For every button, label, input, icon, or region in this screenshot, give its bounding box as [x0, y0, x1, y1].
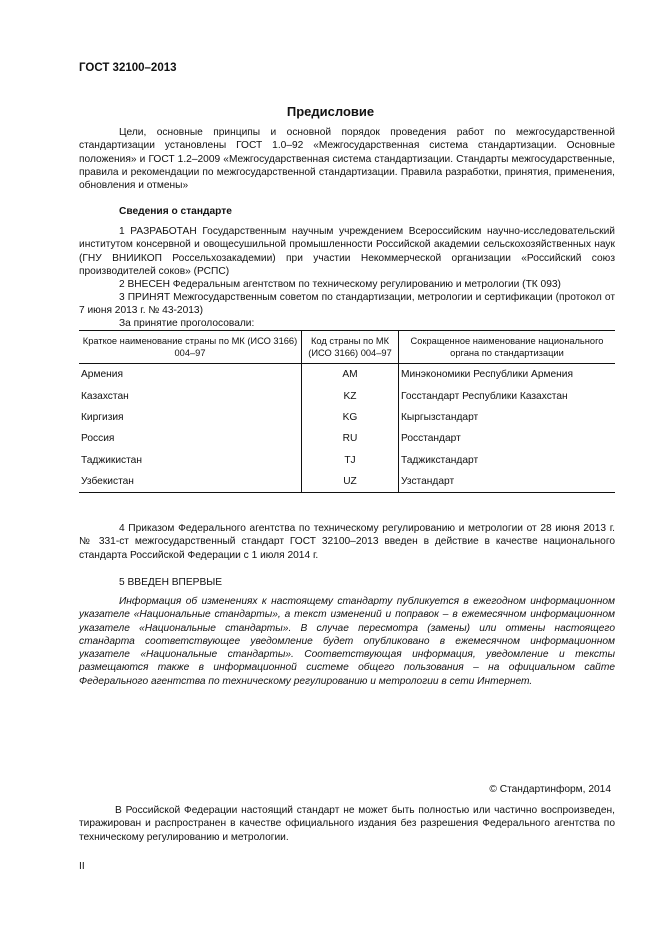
table-row — [79, 385, 615, 406]
voting-table — [79, 330, 615, 493]
cell-country: Киргизия — [79, 407, 302, 428]
cell-country: Узбекистан — [79, 471, 302, 493]
table-header-row — [79, 331, 615, 364]
cell-body: Росстандарт — [401, 433, 461, 445]
item-3-adopted: 3 ПРИНЯТ Межгосударственным советом по стандартизации, метрологии и сертификации (протокол от 7 июня 2013 г. № 43-2013) — [79, 292, 615, 317]
cell-body: Кыргызстандарт — [401, 411, 479, 423]
page-number: II — [79, 861, 85, 872]
cell-country: Таджикистан — [79, 450, 302, 471]
cell-body: Госстандарт Республики Казахстан — [401, 390, 568, 402]
header-body: Сокращенное наименование национального органа по стандартизации — [399, 331, 616, 364]
cell-code: AM — [302, 364, 399, 386]
copyright: © Стандартинформ, 2014 — [489, 784, 611, 795]
cell-code: UZ — [302, 471, 399, 493]
table-row — [79, 471, 615, 493]
header-code: Код страны по МК (ИСО 3166) 004–97 — [302, 331, 399, 364]
cell-code: KG — [302, 407, 399, 428]
notice-paragraph: Информация об изменениях к настоящему стандарту публикуется в ежегодном информационном указателе «Национальные стандарты», а текст изменений и поправок – в ежемесячном информационном указателе «Национальные стандарты». В случае пересмотра (замены) или отмены настоящего стандарта соответствующее уведомление будет опубликовано в ежемесячном информационном указателе «Национальные стандарты». Соответствующая информация, уведомление и тексты размещаются также в информационной системе общего пользования – на официальном сайте Федерального агентства по техническому регулированию и метрологии в сети Интернет. — [79, 596, 615, 687]
table-row — [79, 364, 615, 386]
vote-label: За принятие проголосовали: — [119, 318, 255, 329]
cell-body: Таджикстандарт — [401, 454, 479, 466]
table-row — [79, 450, 615, 471]
header-country: Краткое наименование страны по МК (ИСО 3166) 004–97 — [79, 331, 302, 364]
cell-body: Узстандарт — [399, 471, 616, 493]
page-title: Предисловие — [286, 104, 375, 119]
document-header: ГОСТ 32100–2013 — [79, 62, 177, 74]
cell-country: Казахстан — [79, 385, 302, 406]
cell-code: RU — [302, 428, 399, 449]
table-row — [79, 428, 615, 449]
info-heading: Сведения о стандарте — [119, 206, 232, 217]
item-2-submitted: 2 ВНЕСЕН Федеральным агентством по техническому регулированию и метрологии (ТК 093) — [119, 279, 561, 290]
item-5-introduced: 5 ВВЕДЕН ВПЕРВЫЕ — [119, 577, 223, 588]
item-1-developed: 1 РАЗРАБОТАН Государственным научным учреждением Всероссийским научно-исследовательский институтом консервной и овощесушильной промышленности Российской академии сельскохозяйственных наук (ГНУ ВНИИКОП Россельхозакадемии) при участии Некоммерческой организации «Российский союз производителей соков» (РСПС) — [79, 226, 615, 277]
cell-country: Армения — [79, 364, 302, 386]
intro-paragraph: Цели, основные принципы и основной порядок проведения работ по межгосударственной стандартизации установлены ГОСТ 1.0–92 «Межгосударственная система стандартизации. Основные положения» и ГОСТ 1.2–2009 «Межгосударственная система стандартизации. Стандарты межгосударственные, правила и рекомендации по межгосударственной стандартизации. Правила разработки, принятия, применения, обновления и отмены» — [79, 127, 615, 192]
cell-code: KZ — [302, 385, 399, 406]
cell-code: TJ — [302, 450, 399, 471]
table-row — [79, 407, 615, 428]
item-4-order: 4 Приказом Федерального агентства по техническому регулированию и метрологии от 28 июня 2013 г. № 331-ст межгосударственный стандарт ГОСТ 32100–2013 введен в действие в качестве национального стандарта Российской Федерации с 1 июля 2014 г. — [79, 523, 615, 561]
cell-body: Минэкономики Республики Армения — [401, 369, 573, 381]
footer-note: В Российской Федерации настоящий стандарт не может быть полностью или частично воспроизведен, тиражирован и распространен в качестве официального издания без разрешения Федерального агентства по техническому регулированию и метрологии. — [79, 805, 615, 843]
cell-country: Россия — [79, 428, 302, 449]
